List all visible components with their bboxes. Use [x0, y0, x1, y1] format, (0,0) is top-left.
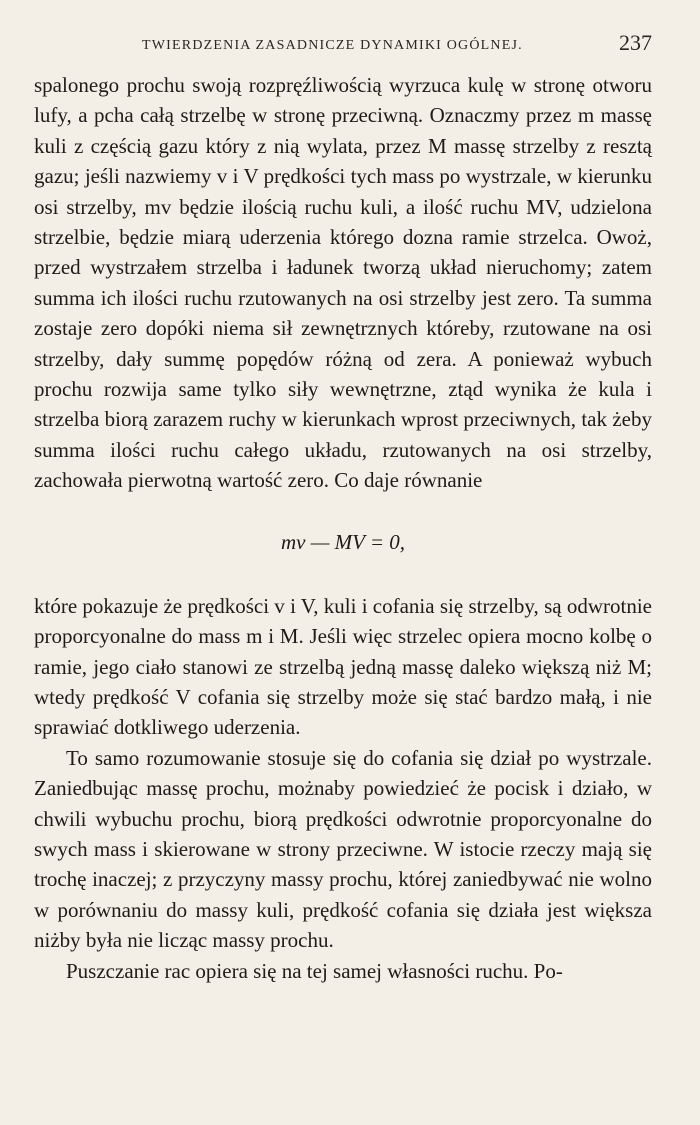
- running-title: TWIERDZENIA ZASADNICZE DYNAMIKI OGÓLNEJ.: [142, 38, 523, 53]
- paragraph-2: które pokazuje że prędkości v i V, kuli i cofania się strzelby, są odwrotnie proporcyonalne do mass m i M. Jeśli więc strzelec opiera mocno kolbę o ramie, jego ciało stanowi ze strzelbą jedną massę daleko większą niż M; wtedy prędkość V cofania się strzelby może się stać bardzo małą, i nie sprawiać dotkliwego uderzenia.: [34, 593, 652, 740]
- paragraph-4: Puszczanie rac opiera się na tej samej własności ruchu. Po-: [66, 958, 563, 983]
- equation-text: mv — MV = 0,: [280, 529, 406, 554]
- paragraph-3: To samo rozumowanie stosuje się do cofania się dział po wystrzale. Zaniedbując massę prochu, możnaby powiedzieć że pocisk i działo, w chwili wybuchu prochu, biorą prędkości odwrotnie proporcyonalne do swych mass i skierowane w strony przeciwne. W istocie rzeczy mają się trochę inaczej; z przyczyny massy prochu, której zaniedbywać nie wolno w porównaniu do massy kuli, prędkość cofania się działa jest większa niżby była nie licząc massy prochu.: [34, 745, 652, 953]
- body-text: [34, 70, 652, 986]
- equation: [34, 527, 652, 557]
- paragraph-1: spalonego prochu swoją rozpręźliwością wyrzuca kulę w stronę otworu lufy, a pcha całą strzelbę w stronę przeciwną. Oznaczmy przez m massę kuli z częścią gazu który z nią wylata, przez M massę strzelby z resztą gazu; jeśli nazwiemy v i V prędkości tych mass po wystrzale, w kierunku osi strzelby, mv będzie ilością ruchu kuli, a ilość ruchu MV, udzielona strzelbie, będzie miarą uderzenia którego dozna ramie strzelca. Owoż, przed wystrzałem strzelba i ładunek tworzą układ nieruchomy; zatem summa ich ilości ruchu rzutowanych na osi strzelby jest zero. Ta summa zostaje zero dopóki niema sił zewnętrznych któreby, rzutowane na osi strzelby, dały summę popędów różną od zera. A ponieważ wybuch prochu rozwija same tylko siły wewnętrzne, ztąd wynika że kula i strzelba biorą zarazem ruchy w kierunkach wprost przeciwnych, tak żeby summa ilości ruchu całego układu, rzutowanych na osi strzelby, zachowała pierwotną wartość zero. Co daje równanie: [34, 73, 652, 493]
- running-head: [34, 30, 652, 60]
- page-number: 237: [619, 30, 652, 55]
